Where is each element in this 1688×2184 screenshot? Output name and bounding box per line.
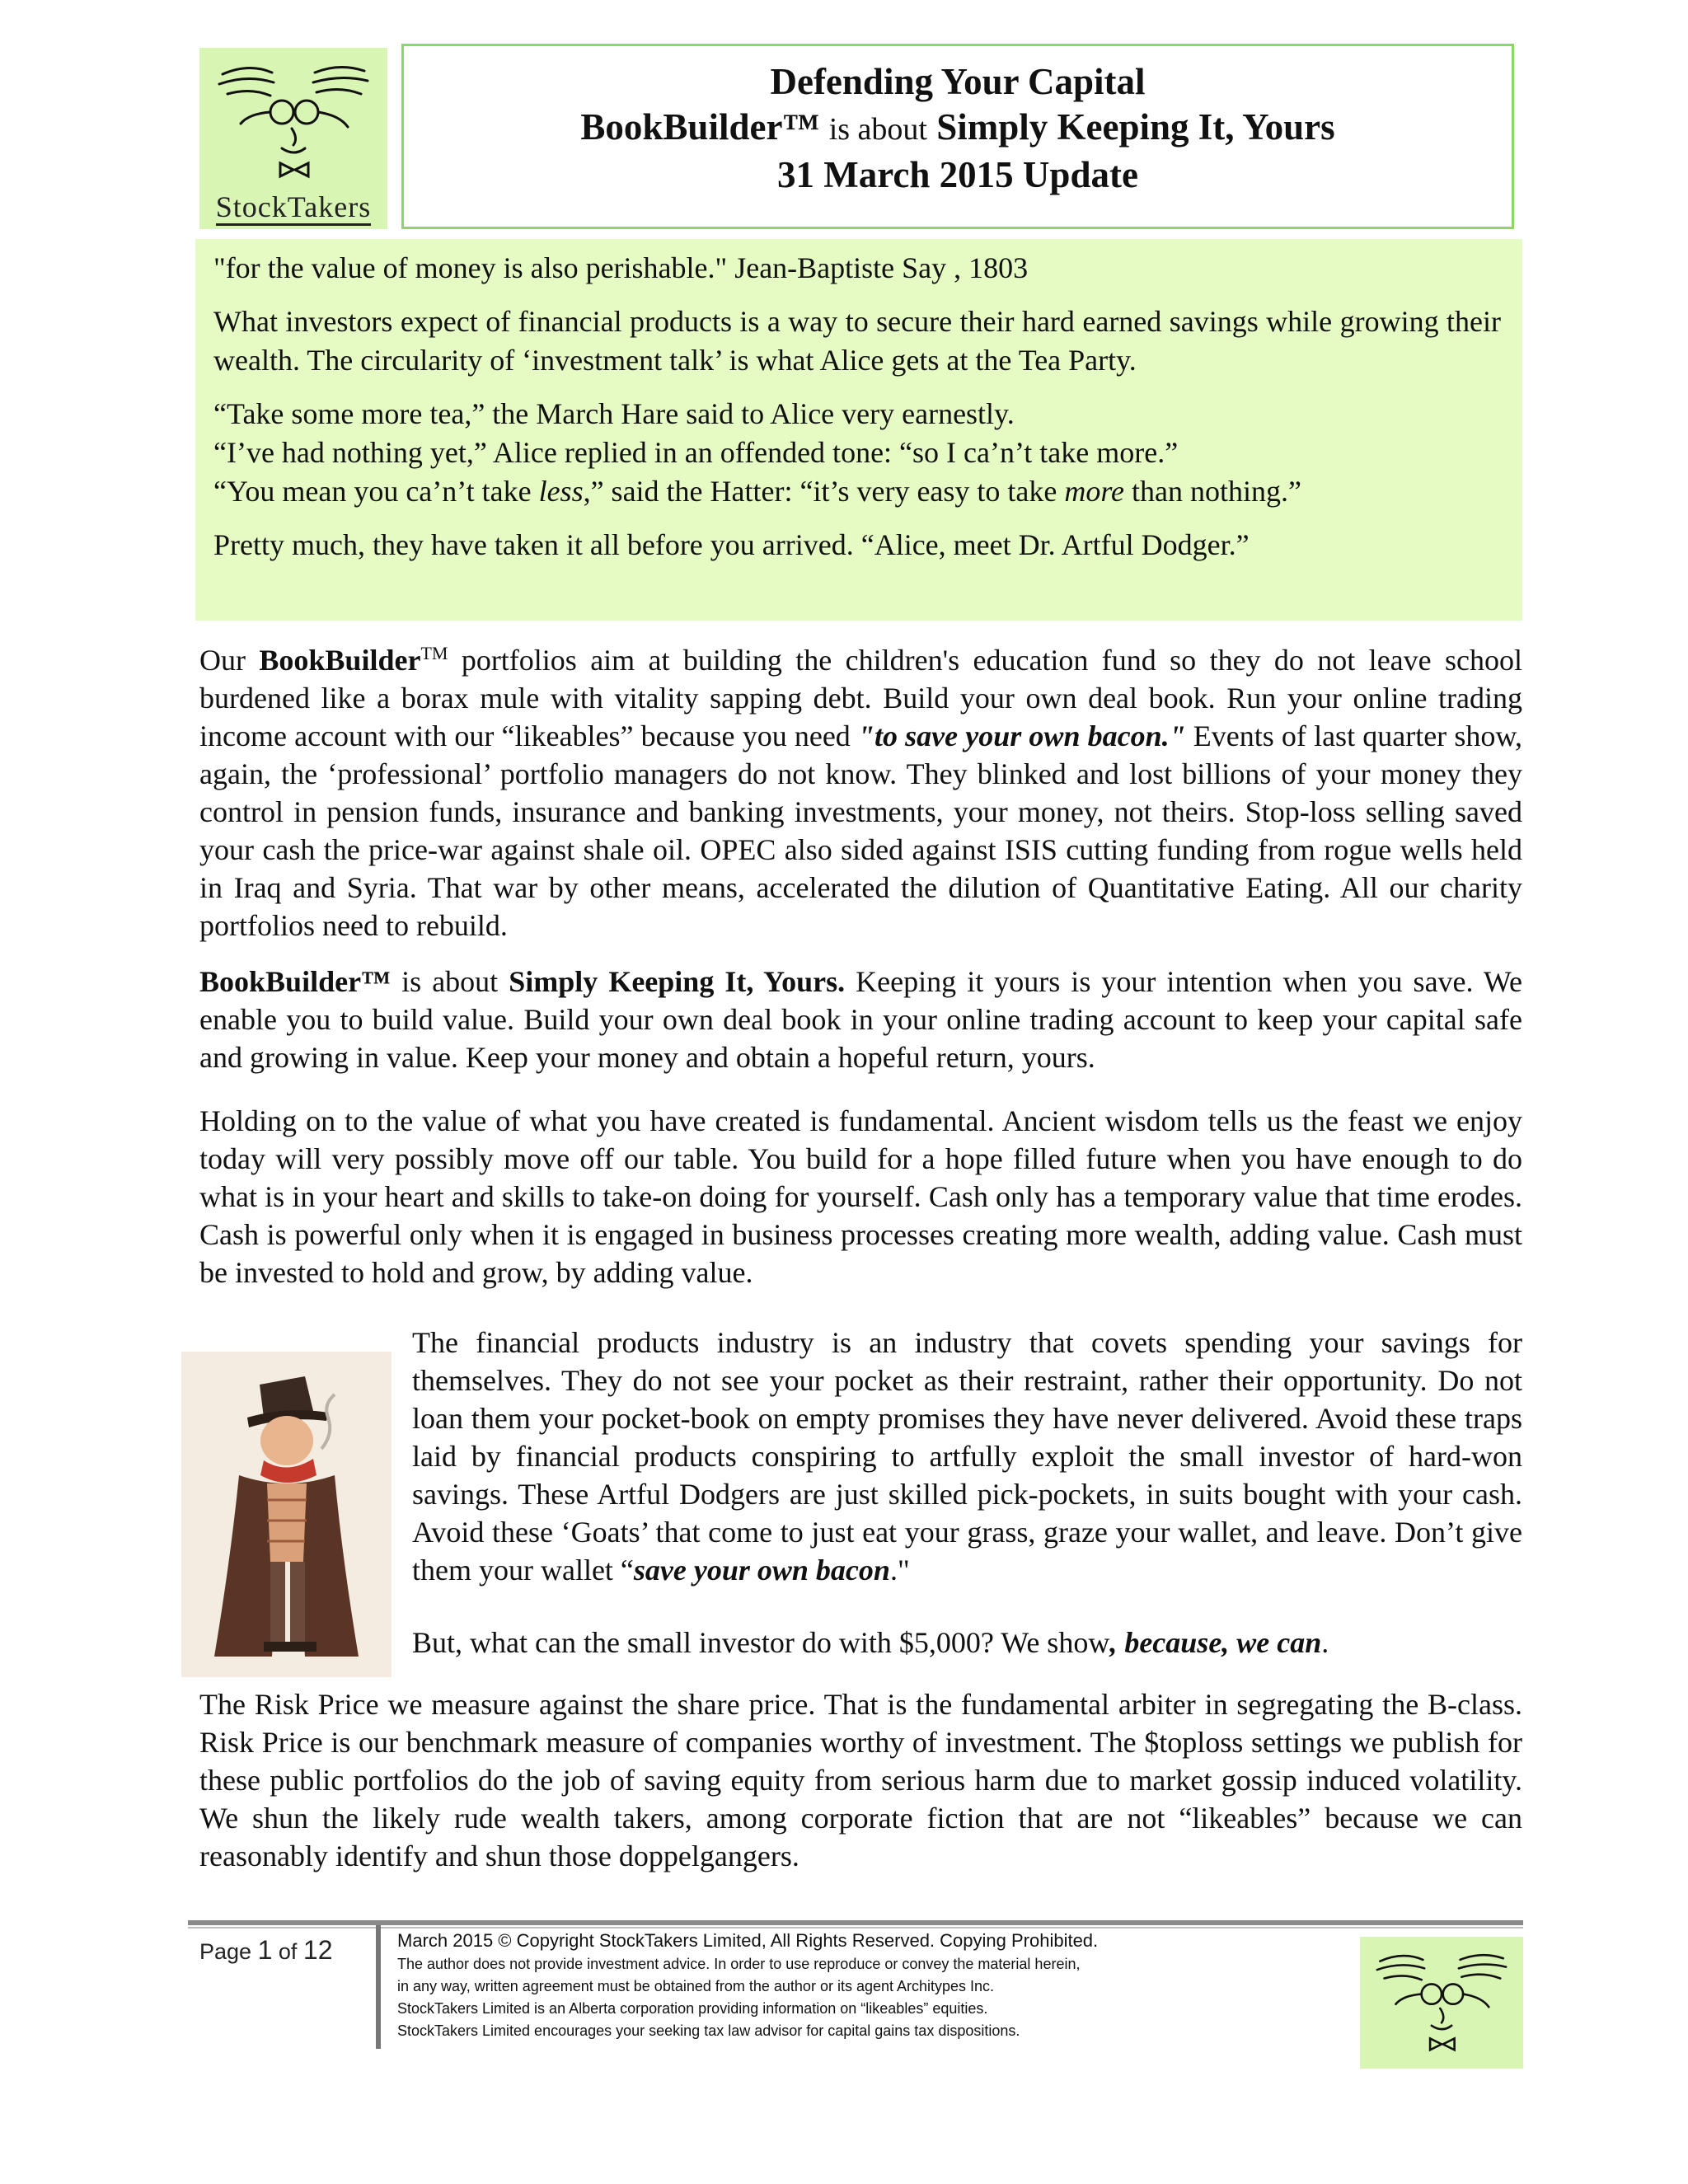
body-paragraph-5: But, what can the small investor do with $5,000? We show, because, we can.: [412, 1626, 1329, 1659]
intro-paragraph: What investors expect of financial products is a way to secure their hard earned savings while growing their wealth. The circularity of ‘investment talk’ is what Alice gets at the Tea Party.: [213, 305, 1501, 377]
update-date: 31 March 2015 Update: [777, 154, 1138, 195]
body-paragraph-6: The Risk Price we measure against the share price. That is the fundamental arbiter in segregating the B-class. Risk Price is our benchmark measure of companies worthy of investment. The $toploss settings we publish for these public portfolios do the job of saving equity from serious harm due to market gossip induced volatility. We shun the likely rude wealth takers, among corporate fiction that are not “likeables” because we can reasonably identify and shun those doppelgangers.: [199, 1688, 1522, 1872]
subtitle-slogan: Simply Keeping It, Yours: [936, 106, 1335, 148]
tea-party-dialogue: “Take some more tea,” the March Hare said to Alice very earnestly. “I’ve had nothing yet,” Alice replied in an offended tone: “so I ca’n’t take more.” “You mean you ca’n’t take less,” said the Hatter: “it’s very easy to take more than nothing.”: [213, 397, 1301, 508]
subtitle-connector: is about: [828, 112, 927, 147]
cartoon-face-icon: [1360, 1937, 1523, 2069]
footer-vertical-bar: [376, 1925, 381, 2049]
footer-divider: [188, 1920, 1523, 1925]
artful-dodger-illustration: [181, 1352, 392, 1677]
cartoon-face-icon: [199, 48, 387, 196]
copyright-notice: March 2015 © Copyright StockTakers Limited, All Rights Reserved. Copying Prohibited. The author does not provide investment advice. In order to use reproduce or convey the material herein, in any way, written agreement must be obtained from the author or its agent Architypes Inc. StockTakers Limited is an Alberta corporation providing information on “likeables” equities. StockTakers Limited encourages your seeking tax law advisor for capital gains tax dispositions.: [397, 1930, 1099, 2039]
logo-wordmark: StockTakers: [199, 190, 387, 224]
quote-panel: [195, 239, 1522, 621]
page-number: Page 1 of 12: [199, 1935, 333, 1965]
body-paragraph-4: The financial products industry is an industry that covets spending your savings for themselves. They do not see your pocket as their restraint, rather their opportunity. Do not loan them your pocket-book on empty promises they have never delivered. Avoid these traps laid by financial products conspiring to artfully exploit the small investor of hard-won savings. These Artful Dodgers are just skilled pick-pockets, in suits bought with your cash. Avoid these ‘Goats’ that come to just eat your grass, graze your wallet, and leave. Don’t give them your wallet “save your own bacon.": [412, 1326, 1522, 1586]
artful-dodger-intro: Pretty much, they have taken it all before you arrived. “Alice, meet Dr. Artful Dodger.”: [213, 528, 1250, 561]
footer-logo: [1360, 1937, 1523, 2069]
stocktakers-logo: [199, 48, 387, 229]
subtitle-brand: BookBuilder™: [580, 106, 820, 148]
say-quote: "for the value of money is also perishable." Jean-Baptiste Say , 1803: [213, 251, 1029, 284]
body-paragraph-2: BookBuilder™ is about Simply Keeping It, Yours. Keeping it yours is your intention when you save. We enable you to build value. Build your own deal book in your online trading account to keep your capital safe and growing in value. Keep your money and obtain a hopeful return, yours.: [199, 965, 1523, 1074]
title-box: [401, 44, 1514, 229]
body-paragraph-3: Holding on to the value of what you have created is fundamental. Ancient wisdom tells us the feast we enjoy today will very possibly move off our table. You build for a hope filled future when you have enough to do what is in your heart and skills to take-on doing for yourself. Cash only has a temporary value that time erodes. Cash is powerful only when it is engaged in business processes creating more wealth, adding value. Cash must be invested to hold and grow, by adding value.: [199, 1104, 1522, 1289]
body-paragraph-1: Our BookBuilder™ portfolios aim at building the children's education fund so they do not leave school burdened like a borax mule with vitality sapping debt. Build your own deal book. Run your online trading income account with our “likeables” because you need "to save your own bacon." Events of last quarter show, again, the ‘professional’ portfolio managers do not know. They blinked and lost billions of your money they control in pension funds, insurance and banking investments, your money, not theirs. Stop-loss selling saved your cash the price-war against shale oil. OPEC also sided against ISIS cutting funding from rogue wells held in Iraq and Syria. That war by other means, accelerated the dilution of Quantitative Eating. All our charity portfolios need to rebuild.: [199, 643, 1523, 942]
page-title: Defending Your Capital: [770, 61, 1146, 102]
subtitle: [404, 105, 1512, 152]
